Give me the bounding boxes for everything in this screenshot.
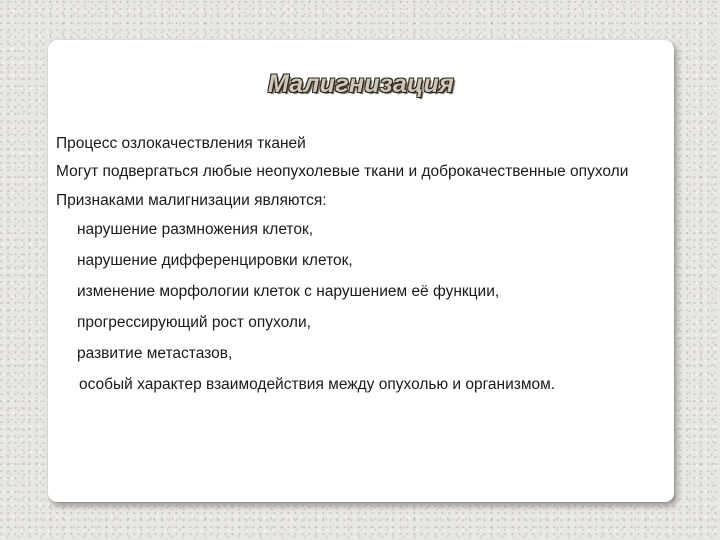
list-item: нарушение размножения клеток, (77, 221, 314, 238)
paragraph-signs-heading: Признаками малигнизации являются: (56, 192, 327, 209)
list-item: развитие метастазов, (77, 345, 233, 362)
paragraph-definition: Процесс озлокачествления тканей (56, 135, 306, 152)
slide-card (48, 40, 674, 502)
list-item: прогрессирующий рост опухоли, (77, 314, 311, 331)
slide-content (56, 134, 656, 406)
list-item: особый характер взаимодействия между опухолью и организмом. (79, 376, 556, 393)
slide-title: Малигнизация (267, 70, 455, 98)
list-item: нарушение дифференцировки клеток, (77, 252, 353, 269)
list-item: изменение морфологии клеток с нарушением её функции, (77, 283, 500, 300)
signs-list (56, 220, 656, 394)
paragraph-affected-tissues: Могут подвергаться любые неопухолевые ткани и доброкачественные опухоли (56, 163, 629, 180)
